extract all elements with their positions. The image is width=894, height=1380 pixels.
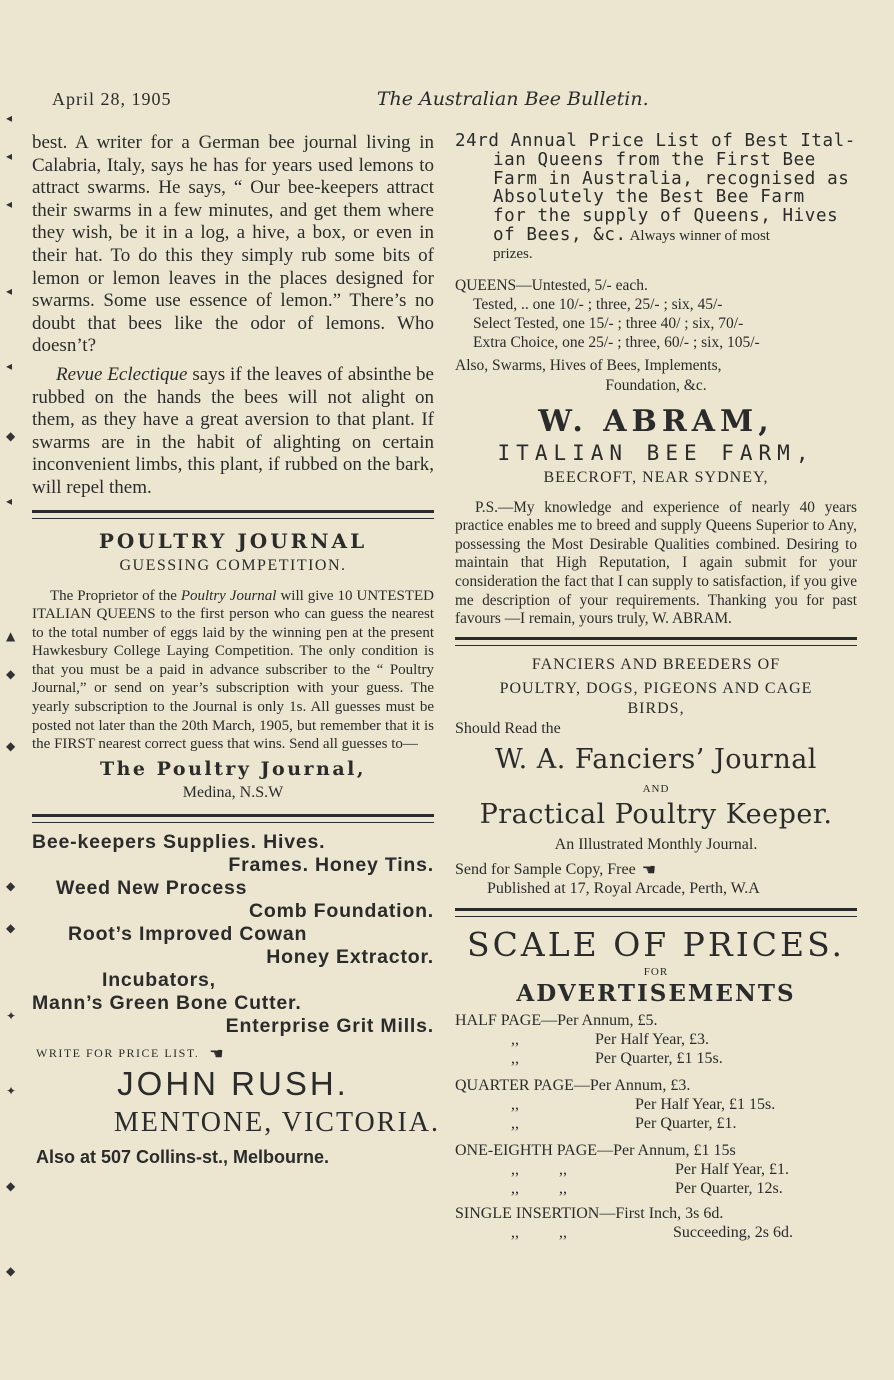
guessing-competition-subheading: GUESSING COMPETITION.	[119, 556, 347, 574]
running-head	[52, 88, 854, 116]
abram-intro-line: for the supply of Queens, Hives	[493, 207, 839, 226]
rush-line: Comb Foundation.	[248, 899, 434, 922]
rush-line: Weed New Process	[56, 876, 248, 899]
abram-address: BEECROFT, NEAR SYDNEY,	[543, 468, 769, 486]
section-divider	[32, 814, 434, 823]
abram-intro-line: ian Queens from the First Bee	[493, 150, 816, 170]
fanciers-and: AND	[642, 782, 670, 795]
abram-price-list	[455, 276, 857, 352]
left-column	[32, 132, 440, 1168]
rush-line: Bee-keepers Supplies. Hives.	[32, 830, 326, 853]
rush-line: Incubators,	[102, 968, 216, 991]
margin-mark-icon: ◂	[6, 197, 13, 211]
poultry-keeper-title: Practical Poultry Keeper.	[479, 798, 833, 830]
margin-mark-icon: ◆	[6, 429, 16, 443]
section-divider	[455, 637, 857, 646]
ditto-marks: ,, ,,	[511, 1179, 567, 1197]
scale-price-row: ,, Per Quarter, £1 15s.	[511, 1049, 723, 1067]
scale-advertisements: ADVERTISEMENTS	[516, 979, 796, 1007]
fanciers-subtitle: An Illustrated Monthly Journal.	[554, 835, 758, 853]
scale-of-prices-title: SCALE OF PRICES.	[467, 924, 845, 964]
margin-mark-icon: ◆	[6, 1264, 16, 1278]
ditto-marks: ,,	[511, 1095, 519, 1113]
rush-line: Enterprise Grit Mills.	[225, 1014, 434, 1037]
margin-mark-icon: ◆	[6, 1179, 16, 1193]
fanciers-journal-title: W. A. Fanciers’ Journal	[495, 743, 817, 775]
abram-intro-line: Absolutely the Best Bee Farm	[493, 188, 805, 208]
abram-intro-tail: Always winner of most	[626, 227, 770, 244]
ditto-marks: ,,	[511, 1030, 519, 1048]
poultry-journal-place: Medina, N.S.W	[182, 783, 284, 801]
issue-date: April 28, 1905	[52, 89, 172, 109]
ditto-marks: ,,	[511, 1114, 519, 1132]
competition-body: The Proprietor of the Poultry Journal will give 10 UNTESTED ITALIAN QUEENS to the first person who can guess the nearest to the total number of eggs laid by the winning pen at the present Hawkesbury College Laying Competition. The only condition is that you must be a paid in advance subscriber to the “ Poultry Journal,” or send on year’s subscription with your guess. The yearly subscription to the Journal is only 1s. All guesses must be posted not later than the 20th March, 1905, but remember that it is the FIRST nearest correct guess that wins. Send all guesses to—	[32, 587, 434, 753]
margin-mark-icon: ◂	[6, 111, 13, 125]
scale-for: FOR	[643, 965, 669, 978]
scale-price-row: ,, Per Half Year, £1 15s.	[511, 1095, 776, 1113]
abram-intro	[455, 132, 857, 246]
poultry-journal-signature: The Poultry Journal,	[99, 757, 367, 780]
margin-mark-icon: ◂	[6, 284, 13, 298]
right-column	[455, 132, 857, 1242]
margin-mark-icon: ▲	[6, 629, 16, 643]
abram-postscript: P.S.—My knowledge and experience of nearly 40 years practice enables me to breed and supply Queens Superior to Any, possessing the Most Desirable Qualities combined. Desiring to maintain that High Reputation, I again submit for your consideration the fact that I can supply to satisfaction, if you give me description of your requirements. Thanking you for past favours —I remain, yours truly, W. ABRAM.	[455, 498, 857, 628]
margin-mark-icon: ✦	[6, 1084, 17, 1098]
john-rush-name: JOHN RUSH.	[117, 1064, 349, 1102]
section-divider	[455, 908, 857, 917]
abram-farm: ITALIAN BEE FARM,	[497, 440, 815, 465]
fanciers-lead-1: FANCIERS AND BREEDERS OF	[531, 655, 781, 673]
margin-mark-icon: ◂	[6, 359, 13, 373]
revue-eclectique-italic: Revue Eclectique	[56, 363, 188, 385]
fanciers-send-line: Send for Sample Copy, Free ☚	[455, 860, 657, 879]
scale-price-row: ,, ,, Succeeding, 2s 6d.	[511, 1223, 793, 1241]
abram-intro-line: of Bees, &c. Always winner of most	[493, 225, 770, 245]
scale-price-row: ONE-EIGHTH PAGE—Per Annum, £1 15s	[455, 1141, 736, 1159]
margin-mark-icon: ◂	[6, 494, 13, 508]
margin-mark-icon: ◆	[6, 739, 16, 753]
margin-marks	[4, 100, 24, 1300]
absinthe-article-paragraph	[32, 364, 434, 500]
abram-prizes: prizes.	[493, 245, 533, 262]
fanciers-lead-2: POULTRY, DOGS, PIGEONS AND CAGE	[499, 679, 813, 697]
margin-mark-icon: ✦	[6, 1009, 17, 1023]
margin-mark-icon: ◆	[6, 921, 16, 935]
scale-price-row: HALF PAGE—Per Annum, £5.	[455, 1011, 658, 1029]
scale-price-row: ,, ,, Per Half Year, £1.	[511, 1160, 790, 1178]
abram-name: W. ABRAM,	[538, 403, 774, 439]
lemon-article-paragraph: best. A writer for a German bee journal living in Calabria, Italy, says he has for years used lemons to attract swarms. He says, “ Our bee-keepers attract their swarms in a few minutes, and get them where they wish, be it in a log, a hive, a box, or even in their hat. To do this they simply rub some bits of lemon or lemon leaves in the places designed for swarms. Some use essence of lemon.” There’s no doubt that bees like the odor of lemons. Who doesn’t?	[32, 132, 434, 357]
abram-price-row: QUEENS—Untested, 5/- each.	[455, 276, 648, 294]
rush-line: Frames. Honey Tins.	[228, 853, 434, 876]
write-for-price-list: WRITE FOR PRICE LIST. ☚	[36, 1043, 224, 1063]
scale-price-row: SINGLE INSERTION—First Inch, 3s 6d.	[455, 1204, 724, 1222]
abram-intro-line: Farm in Australia, recognised as	[493, 169, 850, 189]
margin-mark-icon: ◂	[6, 149, 13, 163]
scale-price-rows	[455, 1011, 857, 1242]
abram-intro-line: 24rd Annual Price List of Best Ital-	[455, 132, 856, 151]
abram-price-row: Extra Choice, one 25/- ; three, 60/- ; six, 105/-	[473, 333, 760, 351]
margin-mark-icon: ◆	[6, 879, 16, 893]
abram-also-line: Also, Swarms, Hives of Bees, Implements, Foundation, &c.	[455, 356, 722, 394]
pointing-hand-icon: ☚	[641, 861, 657, 879]
ditto-marks: ,, ,,	[511, 1223, 567, 1241]
john-rush-also-at: Also at 507 Collins-st., Melbourne.	[36, 1146, 330, 1167]
section-divider	[32, 510, 434, 519]
ditto-marks: ,, ,,	[511, 1160, 567, 1178]
margin-mark-icon: ◆	[6, 667, 16, 681]
abram-price-row: Tested, .. one 10/- ; three, 25/- ; six, 45/-	[473, 295, 723, 313]
fanciers-should-read: Should Read the	[455, 719, 561, 737]
poultry-journal-heading: POULTRY JOURNAL	[98, 528, 368, 553]
fanciers-lead-3: BIRDS,	[627, 699, 685, 717]
rush-line: Honey Extractor.	[266, 945, 434, 968]
absinthe-text: says if the leaves of absinthe be rubbed on the hands the bees will not alight on them, as they have a great aversion to that plant. If swarms are in the habit of alighting on certain inconvenient limbs, this plant, if rubbed on the bark, will repel them.	[32, 363, 434, 498]
scale-price-row: ,, ,, Per Quarter, 12s.	[511, 1179, 783, 1197]
rush-advert-lines	[32, 831, 434, 1038]
publication-title: The Australian Bee Bulletin.	[376, 88, 649, 110]
scale-price-row: ,, Per Quarter, £1.	[511, 1114, 737, 1132]
fanciers-published: Published at 17, Royal Arcade, Perth, W.A	[487, 879, 760, 897]
rush-line: Mann’s Green Bone Cutter.	[32, 991, 302, 1014]
scale-price-row: ,, Per Half Year, £3.	[511, 1030, 710, 1048]
scale-price-row: QUARTER PAGE—Per Annum, £3.	[455, 1076, 691, 1094]
ditto-marks: ,,	[511, 1049, 519, 1067]
rush-line: Root’s Improved Cowan	[68, 922, 308, 945]
john-rush-town: MENTONE, VICTORIA.	[113, 1106, 440, 1138]
abram-price-row: Select Tested, one 15/- ; three 40/ ; six, 70/-	[473, 314, 744, 332]
pointing-hand-icon: ☚	[209, 1043, 224, 1063]
